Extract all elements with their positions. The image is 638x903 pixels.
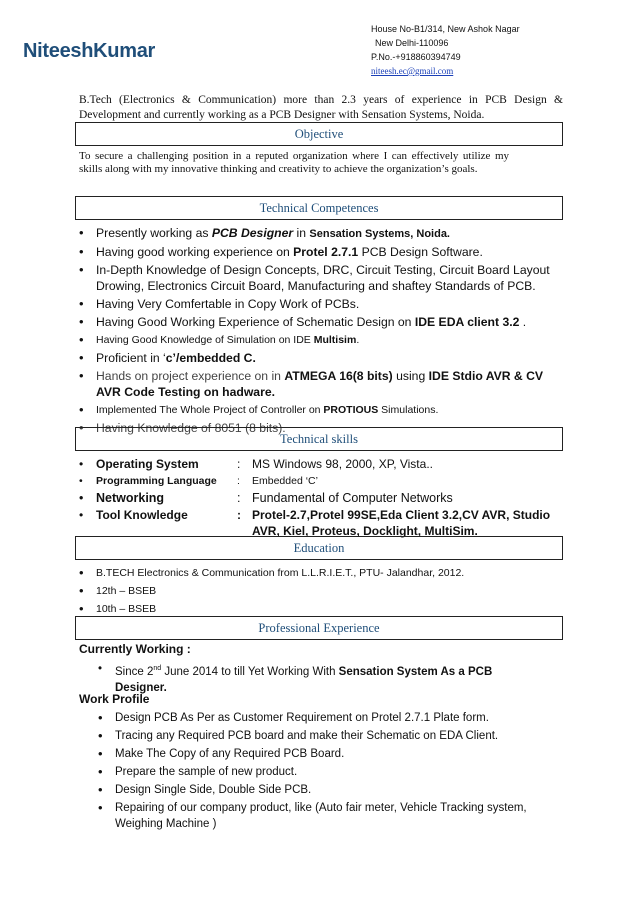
current-job: • Since 2nd June 2014 to till Yet Working With Sensation System As a PCB Designer. xyxy=(98,663,493,694)
list-item: • Implemented The Whole Project of Controller on PROTIOUS Simulations. xyxy=(79,402,563,418)
current-working-heading: Currently Working : xyxy=(79,642,191,656)
competences-list xyxy=(79,225,563,438)
address-line-2: New Delhi-110096 xyxy=(375,38,449,48)
phone-number: P.No.-+918860394749 xyxy=(371,52,461,62)
list-item: • Having Good Working Experience of Schematic Design on IDE EDA client 3.2 . xyxy=(79,314,563,330)
skill-row: • Networking : Fundamental of Computer Networks xyxy=(79,490,563,507)
section-header-professional-experience: Professional Experience xyxy=(75,616,563,640)
email-link[interactable]: niteesh.ec@gmail.com xyxy=(371,66,454,76)
candidate-name: NiteeshKumar xyxy=(23,40,155,62)
list-item: • Prepare the sample of new product. xyxy=(98,764,538,780)
work-profile-heading: Work Profile xyxy=(79,692,150,706)
list-item: • Design Single Side, Double Side PCB. xyxy=(98,782,538,798)
skill-row: • Tool Knowledge : Protel-2.7,Protel 99SE,Eda Client 3.2,CV AVR, Studio AVR, Kiel, Proteus, Docklight, MultiSim. xyxy=(79,507,563,541)
section-header-education: Education xyxy=(75,536,563,560)
list-item: • In-Depth Knowledge of Design Concepts, DRC, Circuit Testing, Circuit Board Layout Drowing, Electronics Circuit Board, Manufacturing and shaftey Standards of PCB. xyxy=(79,262,563,294)
list-item: • Having Good Knowledge of Simulation on IDE Multisim. xyxy=(79,332,563,348)
list-item: • Having Knowledge of 8051 (8 bits). xyxy=(79,420,563,436)
list-item: • Presently working as PCB Designer in Sensation Systems, Noida. xyxy=(79,225,563,242)
address-line-1: House No-B1/314, New Ashok Nagar xyxy=(371,24,520,34)
list-item: • 12th – BSEB xyxy=(79,583,563,599)
list-item: • Hands on project experience on in ATMEGA 16(8 bits) using IDE Stdio AVR & CV AVR Code Testing on hadware. xyxy=(79,368,563,400)
contact-block xyxy=(371,22,520,78)
list-item: • 10th – BSEB xyxy=(79,601,563,617)
skill-row: • Programming Language : Embedded ‘C’ xyxy=(79,473,563,490)
education-list xyxy=(79,565,563,619)
list-item: • Having Very Comfertable in Copy Work of PCBs. xyxy=(79,296,563,312)
list-item: • Repairing of our company product, like (Auto fair meter, Vehicle Tracking system, Weighing Machine ) xyxy=(98,800,538,832)
objective-text: To secure a challenging position in a reputed organization where I can effectively utilize my skills along with my innovative thinking and creativity to achieve the organization’s goals. xyxy=(79,150,509,175)
list-item: • Tracing any Required PCB board and make their Schematic on EDA Client. xyxy=(98,728,538,744)
work-profile-list xyxy=(98,710,538,834)
list-item: • Design PCB As Per as Customer Requirement on Protel 2.7.1 Plate form. xyxy=(98,710,538,726)
list-item: • Make The Copy of any Required PCB Board. xyxy=(98,746,538,762)
skills-table xyxy=(79,456,563,541)
list-item: • Proficient in ‘c’/embedded C. xyxy=(79,350,563,366)
summary-text: B.Tech (Electronics & Communication) more than 2.3 years of experience in PCB Design & Development and currently working as a PCB Designer with Sensation Systems, Noida. xyxy=(79,94,563,121)
section-header-technical-skills: Technical skills xyxy=(75,427,563,451)
section-header-technical-competences: Technical Competences xyxy=(75,196,563,220)
skill-row: • Operating System : MS Windows 98, 2000, XP, Vista.. xyxy=(79,456,563,473)
section-header-objective: Objective xyxy=(75,122,563,146)
list-item: • Having good working experience on Protel 2.7.1 PCB Design Software. xyxy=(79,244,563,260)
list-item: • B.TECH Electronics & Communication from L.L.R.I.E.T., PTU- Jalandhar, 2012. xyxy=(79,565,563,581)
